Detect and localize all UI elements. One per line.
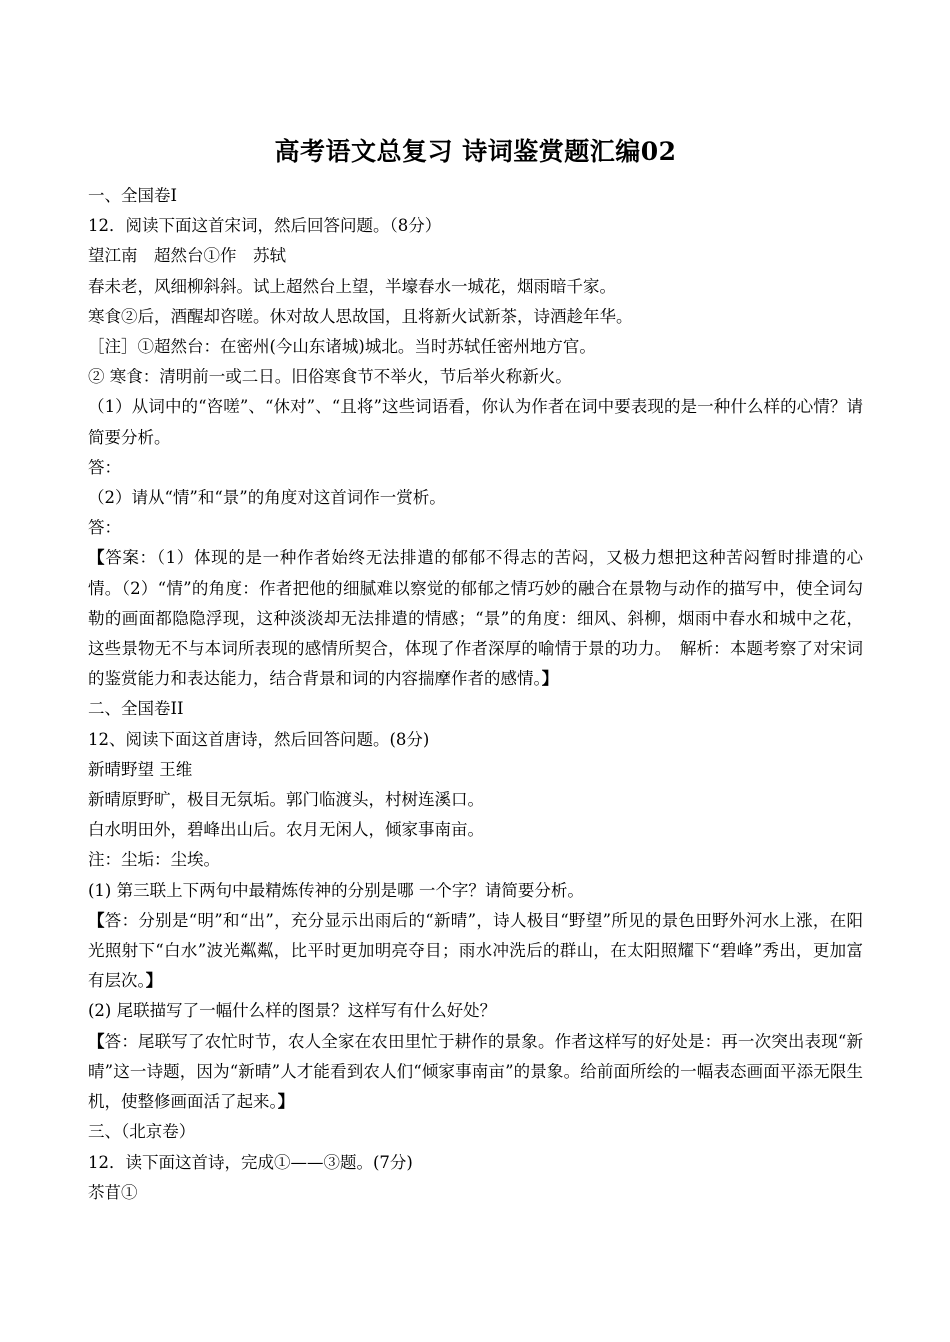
- poem-title: 苶苜①: [88, 1182, 138, 1202]
- answer-block: [88, 1027, 863, 1118]
- poem-line: 白水明田外，碧峰出山后。农月无闲人，倾家事南亩。: [88, 820, 484, 840]
- answer-block: [88, 906, 863, 997]
- answer-label: 答：: [88, 457, 121, 477]
- sub-question: （2）请从“情”和“景”的角度对这首词作一赏析。: [88, 488, 446, 508]
- footnote: ［注］①超然台：在密州(今山东诸城)城北。当时苏轼任密州地方官。: [88, 337, 596, 357]
- bracket-open: 【: [88, 548, 106, 568]
- section-heading: 一、全国卷Ⅰ: [88, 186, 178, 205]
- poem-line: 寒食②后，酒醒却咨嗟。休对故人思故国，且将新火试新茶，诗酒趁年华。: [88, 306, 633, 326]
- bracket-open: 【: [88, 910, 105, 930]
- footnote: 注：尘垢：尘埃。: [88, 850, 220, 870]
- answer-label: 答：: [88, 518, 121, 538]
- poem-line: 新晴原野旷，极目无氛垢。郭门临渡头，村树连溪口。: [88, 790, 484, 810]
- section-national-1: [88, 181, 863, 694]
- poem-line: 春未老，风细柳斜斜。试上超然台上望，半壕春水一城花，烟雨暗千家。: [88, 276, 616, 296]
- bracket-close: 】: [145, 971, 163, 991]
- bracket-open: 【: [88, 1031, 105, 1051]
- question-prompt: 12、阅读下面这首唐诗，然后回答问题。(8分): [88, 729, 430, 749]
- answer-text: 答案：（1）体现的是一种作者始终无法排遣的郁郁不得志的苦闷，又极力想把这种苦闷暂时排遣的心情。（2）“情”的角度：作者把他的细腻难以察觉的郁郁之情巧妙的融合在景物与动作的描写中，使全词勾勒的画面都隐隐浮现，这种淡淡却无法排遣的情感；“景”的角度：细风、斜柳，烟雨中春水和城中之花，这些景物无不与本词所表现的感情所契合，体现了作者深厚的喻情于景的功力。 解析：本题考察了对宋词的鉴赏能力和表达能力，结合背景和词的内容揣摩作者的感情。: [88, 548, 864, 689]
- sub-question: (1) 第三联上下两句中最精炼传神的分别是哪 一个字？请简要分析。: [88, 880, 584, 900]
- sub-question: (2) 尾联描写了一幅什么样的图景？这样写有什么好处？: [88, 1001, 497, 1021]
- section-heading: 二、全国卷II: [88, 699, 184, 719]
- answer-text: 答：尾联写了农忙时节，农人全家在农田里忙于耕作的景象。作者这样写的好处是：再一次突出表现“新晴”这一诗题，因为“新晴”人才能看到农人们“倾家事南亩”的景象。给前面所绘的一幅表态画面平添无限生机，使整修画面活了起来。: [88, 1031, 864, 1112]
- footnote: ② 寒食：清明前一或二日。旧俗寒食节不举火，节后举火称新火。: [88, 367, 572, 387]
- section-heading: 三、（北京卷）: [88, 1122, 196, 1142]
- section-beijing: [88, 1117, 863, 1208]
- poem-title: 新晴野望 王维: [88, 759, 193, 779]
- sub-question: （1）从词中的“咨嗟”、“休对”、“且将”这些词语看，你认为作者在词中要表现的是一种什么样的心情？请简要分析。: [88, 397, 863, 447]
- bracket-close: 】: [277, 1092, 295, 1112]
- question-prompt: 12．阅读下面这首宋词，然后回答问题。（8分）: [88, 216, 442, 236]
- poem-title: 望江南 超然台①作 苏轼: [88, 246, 286, 266]
- answer-block: [88, 543, 863, 694]
- question-prompt: 12．读下面这首诗，完成①——③题。(7分): [88, 1152, 413, 1172]
- document-title: 高考语文总复习 诗词鉴赏题汇编02: [274, 137, 677, 166]
- section-national-2: [88, 694, 863, 1117]
- bracket-close: 】: [541, 669, 559, 689]
- answer-text: 答：分别是“明”和“出”，充分显示出雨后的“新晴”，诗人极目“野望”所见的景色田野外河水上涨，在阳光照射下“白水”波光粼粼，比平时更加明亮夺目；雨水冲洗后的群山，在太阳照耀下“碧峰”秀出，更加富有层次。: [88, 910, 863, 991]
- document-page: [88, 135, 863, 1208]
